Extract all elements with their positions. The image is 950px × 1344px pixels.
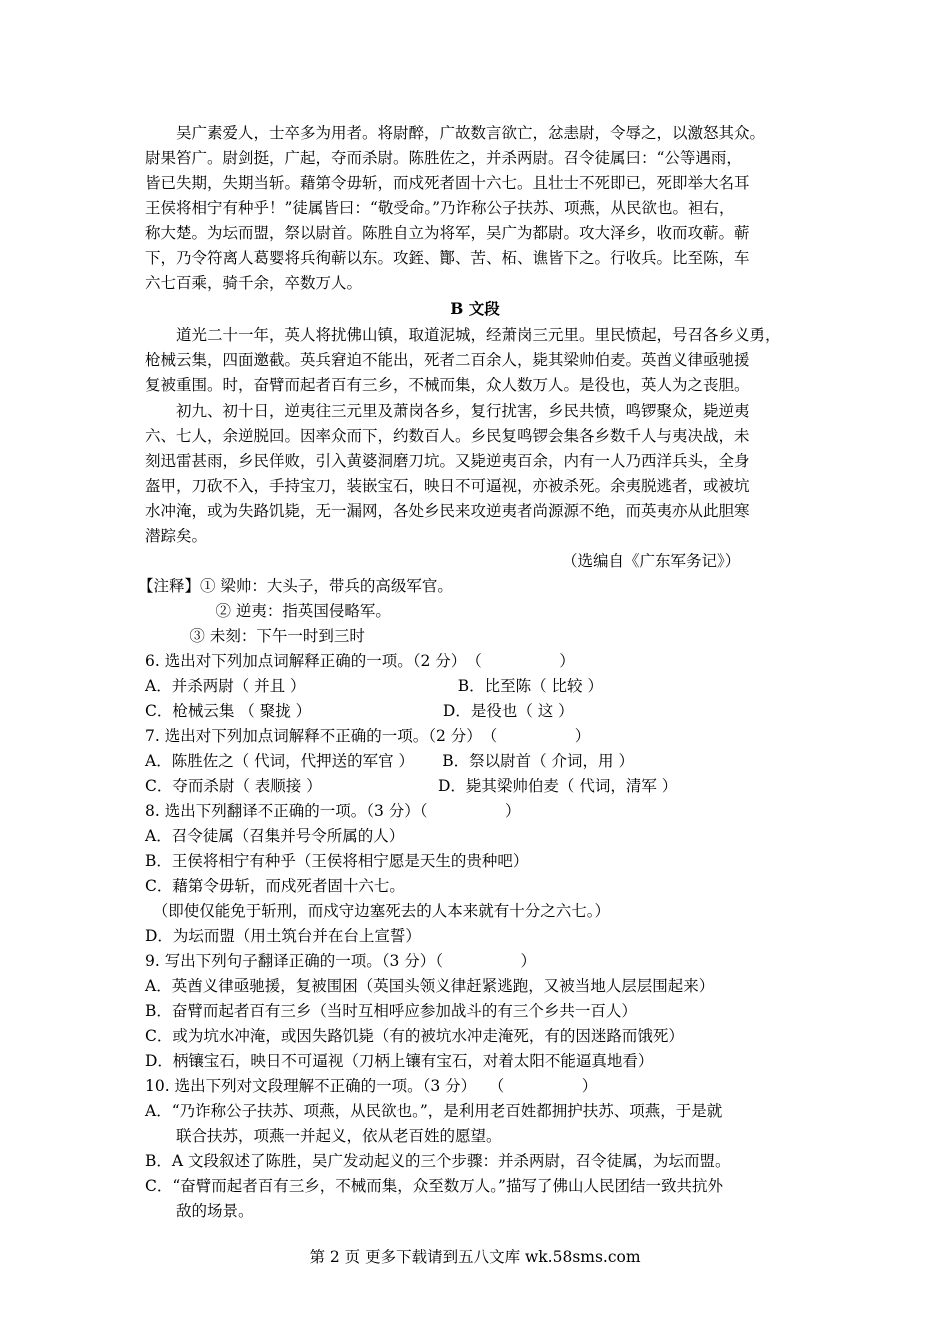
passage-b-line: 道光二十一年，英人将扰佛山镇，取道泥城，经萧岗三元里。里民愤起，号召各乡义勇，	[145, 326, 781, 344]
passage-b-line: 刻迅雷甚雨，乡民佯败，引入黄婆洞磨刀坑。又毙逆夷百余，内有一人乃西洋兵头，全身	[145, 452, 750, 470]
option-row: A．并杀两尉（ 并且 ） B．比至陈（ 比较 ）	[145, 677, 603, 695]
question-stem: 9. 写出下列句子翻译正确的一项。（3 分）（ ）	[145, 952, 537, 970]
section-heading-b: B 文段	[450, 299, 500, 318]
option-row: D．柄镶宝石，映日不可逼视（刀柄上镶有宝石，对着太阳不能逼真地看）	[145, 1052, 654, 1070]
option-row: C．或为坑水冲淹，或因失路饥毙（有的被坑水冲走淹死，有的因迷路而饿死）	[145, 1027, 684, 1045]
source-citation: （选编自《广东军务记》）	[562, 552, 741, 570]
option-row: C．藉第令毋斩，而戍死者固十六七。	[145, 877, 405, 895]
passage-b-line: 水冲淹，或为失路饥毙，无一漏网，各处乡民来攻逆夷者尚源源不绝，而英夷亦从此胆寒	[145, 502, 750, 520]
passage-b-line: 枪械云集，四面邀截。英兵窘迫不能出，死者二百余人，毙其梁帅伯麦。英酋义律亟驰援	[145, 351, 750, 369]
option-row: C．枪械云集 （ 聚拢 ） D．是役也（ 这 ）	[145, 702, 574, 720]
question-stem: 8. 选出下列翻译不正确的一项。（3 分）（ ）	[145, 802, 521, 820]
passage-a-line: 尉果笞广。尉剑挺，广起，夺而杀尉。陈胜佐之，并杀两尉。召令徒属曰：“公等遇雨，	[145, 149, 742, 167]
question-stem: 10. 选出下列对文段理解不正确的一项。（3 分） （ ）	[145, 1077, 598, 1095]
question-stem: 7. 选出对下列加点词解释不正确的一项。（2 分） （ ）	[145, 727, 591, 745]
option-row: 联合扶苏，项燕一并起义，依从老百姓的愿望。	[145, 1127, 502, 1145]
option-row: C．夺而杀尉（ 表顺接 ） D．毙其梁帅伯麦（ 代词，清军 ）	[145, 777, 678, 795]
option-row: A．召令徒属（召集并号令所属的人）	[145, 827, 405, 845]
option-row: A．陈胜佐之（ 代词，代押送的军官 ） B．祭以尉首（ 介词，用 ）	[145, 752, 634, 770]
option-row: C．“奋臂而起者百有三乡，不械而集，众至数万人。”描写了佛山人民团结一致共抗外	[145, 1177, 723, 1195]
annotation-line: ③ 未刻：下午一时到三时	[138, 627, 365, 645]
passage-b-line: 复被重围。时，奋臂而起者百有三乡，不械而集，众人数万人。是役也，英人为之丧胆。	[145, 376, 750, 394]
page-footer: 第 2 页 更多下载请到五八文库 wk.58sms.com	[309, 1248, 641, 1266]
passage-b-line: 六、七人，余逆脱回。因率众而下，约数百人。乡民复鸣锣会集各乡数千人与夷决战，未	[145, 427, 750, 445]
option-row: B．奋臂而起者百有三乡（当时互相呼应参加战斗的有三个乡共一百人）	[145, 1002, 637, 1020]
passage-a-line: 吴广素爱人，士卒多为用者。将尉醉，广故数言欲亡，忿恚尉，令辱之，以激怒其众。	[145, 124, 766, 142]
option-row: D．为坛而盟（用土筑台并在台上宣誓）	[145, 927, 421, 945]
option-row: B．王侯将相宁有种乎（王侯将相宁愿是天生的贵种吧）	[145, 852, 529, 870]
option-row: A．英酋义律亟驰援，复被围困（英国头领义律赶紧逃跑，又被当地人层层围起来）	[145, 977, 715, 995]
option-row: 敌的场景。	[145, 1202, 254, 1220]
passage-b-line: 盔甲，刀砍不入，手持宝刀，装嵌宝石，映日不可逼视，亦被杀死。余夷脱逃者，或被坑	[145, 477, 750, 495]
passage-b-line: 潜踪矣。	[145, 527, 208, 545]
option-row: B．A 文段叙述了陈胜，吴广发动起义的三个步骤：并杀两尉，召令徒属，为坛而盟。	[145, 1152, 731, 1170]
annotation-line: 【注释】① 梁帅：大头子，带兵的高级军官。	[138, 577, 453, 595]
option-row: （即使仅能免于斩刑，而戍守边塞死去的人本来就有十分之六七。）	[145, 902, 611, 920]
passage-a-line: 六七百乘，骑千余，卒数万人。	[145, 274, 363, 292]
passage-b-line: 初九、初十日，逆夷往三元里及萧岗各乡，复行扰害，乡民共愤，鸣锣聚众，毙逆夷	[145, 402, 750, 420]
passage-a-line: 称大楚。为坛而盟，祭以尉首。陈胜自立为将军，吴广为都尉。攻大泽乡，收而攻蕲。蕲	[145, 224, 750, 242]
annotation-line: ② 逆夷：指英国侵略军。	[138, 602, 391, 620]
passage-a-line: 皆已失期，失期当斩。藉第令毋斩，而戍死者固十六七。且壮士不死即已，死即举大名耳	[145, 174, 750, 192]
option-row: A．“乃诈称公子扶苏、项燕，从民欲也。”，是利用老百姓都拥护扶苏、项燕，于是就	[145, 1102, 723, 1120]
question-stem: 6. 选出对下列加点词解释正确的一项。（2 分） （ ）	[145, 652, 575, 670]
passage-a-line: 下，乃令符离人葛婴将兵徇蕲以东。攻銍、酇、苦、柘、谯皆下之。行收兵。比至陈，车	[145, 249, 750, 267]
passage-a-line: 王侯将相宁有种乎！”徒属皆曰：“敬受命。”乃诈称公子扶苏、项燕，从民欲也。袒右，	[145, 199, 735, 217]
